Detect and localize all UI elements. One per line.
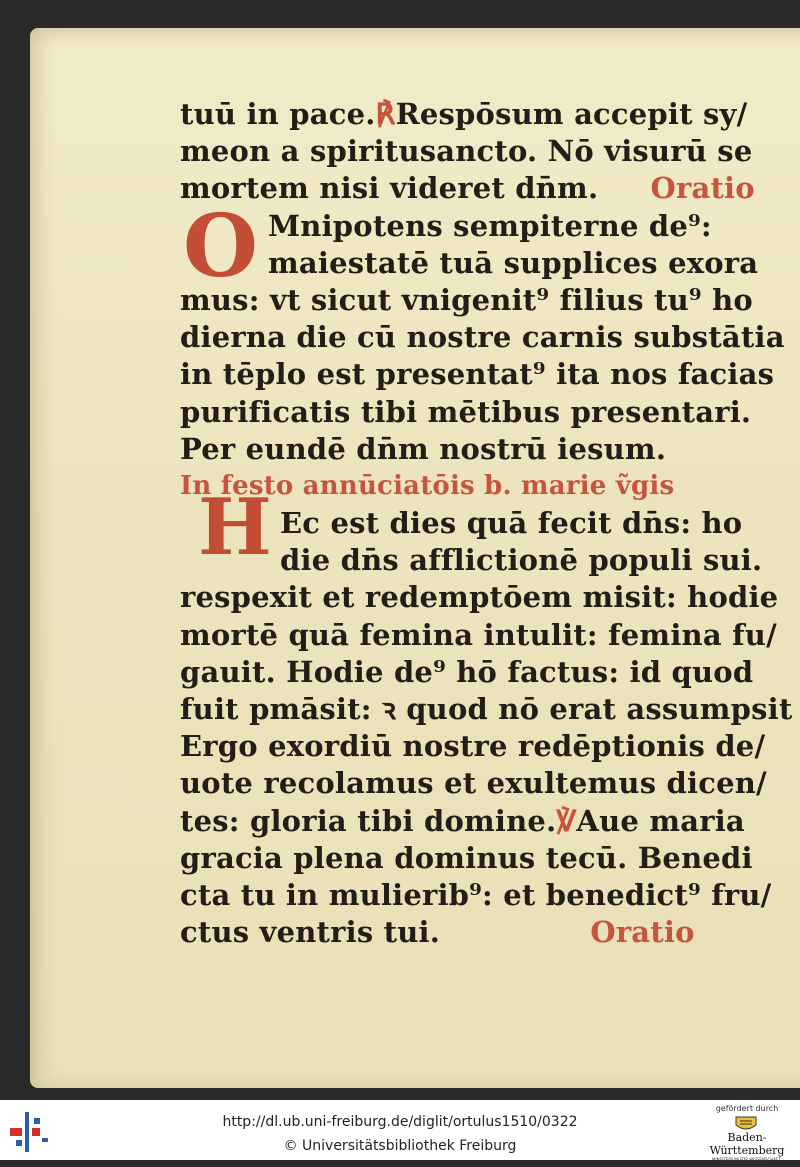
text-line-19: uote recolamus et exultemus dicen/ [180, 766, 767, 801]
copyright-text: © Universitätsbibliothek Freiburg [283, 1138, 517, 1154]
versicle-mark: ℣ [556, 803, 577, 838]
text-line-21: gracia plena dominus tecū. Benedi [180, 840, 753, 875]
text-segment: tuū in pace. [180, 97, 376, 131]
rubric-heading: In festo annūciatōis b. marie ṽgis [180, 470, 675, 501]
text-segment: mortem nisi videret dn̄m. [180, 171, 599, 206]
text-line-15: mortē quā femina intulit: femina fu/ [180, 617, 777, 652]
text-segment: ctus ventris tui. [180, 915, 441, 950]
footer-bar [0, 1100, 800, 1167]
text-line-20 [180, 803, 745, 840]
sponsor-top-text: gefördert durch [715, 1104, 779, 1113]
rubric-oratio-2: Oratio [590, 915, 695, 950]
text-line-5: maiestatē tuā supplices exora [268, 245, 759, 280]
sponsor-logo[interactable] [702, 1104, 792, 1167]
text-segment: Respōsum accepit sy/ [395, 97, 748, 131]
red-initial-h: H [198, 482, 272, 573]
text-line-1 [180, 96, 748, 133]
text-line-9: purificatis tibi mētibus presentari. [180, 394, 752, 429]
text-line-3 [180, 170, 755, 207]
source-url-link[interactable]: http://dl.ub.uni-freiburg.de/diglit/ortulus1510/0322 [222, 1114, 578, 1130]
text-line-16: gauit. Hodie de⁹ hō factus: id quod [180, 654, 754, 689]
sponsor-ministry: MINISTERIUM FÜR WISSENSCHAFT, FORSCHUNG UND KUNST [712, 1157, 782, 1167]
text-column [180, 96, 793, 951]
text-line-17: fuit pmāsit: ꝛ quod nō erat assumpsit [180, 692, 793, 726]
text-line-23 [180, 914, 740, 951]
text-segment: Aue maria [576, 803, 745, 838]
text-line-8: in tēplo est presentat⁹ ita nos facias [180, 357, 775, 392]
rubric-oratio: Oratio [650, 171, 755, 206]
text-line-18: Ergo exordiū nostre redēptionis de/ [180, 729, 766, 764]
text-line-13: die dn̄s afflictionē populi sui. [280, 543, 763, 578]
text-line-14: respexit et redemptōem misit: hodie [180, 580, 779, 615]
text-line-22: cta tu in mulierib⁹: et benedict⁹ fru/ [180, 877, 772, 912]
text-line-4: Mnipotens sempiterne de⁹: [268, 208, 712, 243]
text-line-2: meon a spiritusancto. Nō visurū se [180, 134, 753, 169]
red-initial-o: O [183, 196, 258, 297]
sponsor-name: Baden-Württemberg [709, 1131, 785, 1157]
text-line-10: Per eundē dn̄m nostrū iesum. [180, 431, 667, 466]
crest-icon [732, 1115, 760, 1133]
text-line-6: mus: vt sicut vnigenit⁹ filius tu⁹ ho [180, 282, 753, 317]
text-line-7: dierna die cū nostre carnis substātia [180, 320, 785, 355]
text-line-12: Ec est dies quā fecit dn̄s: ho [280, 506, 743, 541]
text-segment: tes: gloria tibi domine. [180, 803, 557, 838]
response-mark: ℟ [375, 97, 396, 131]
